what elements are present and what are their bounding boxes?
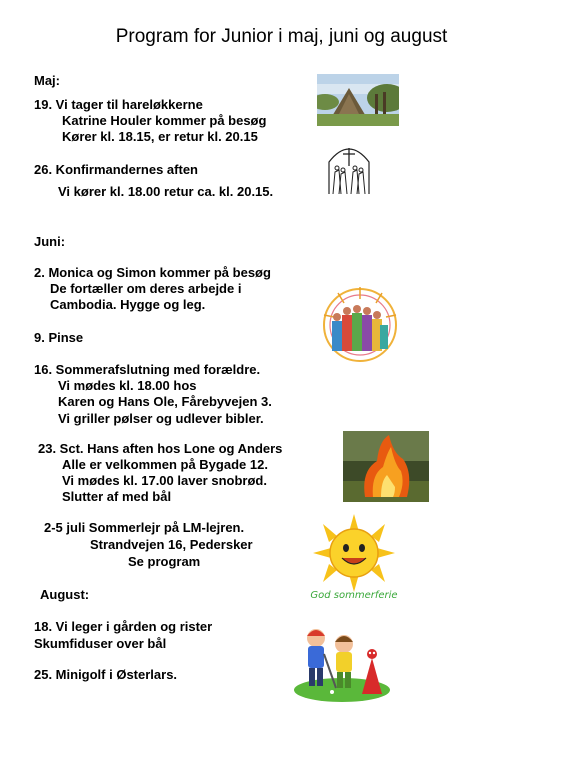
june-23-line2: Alle er velkommen på Bygade 12.	[62, 457, 268, 472]
aug-25: 25. Minigolf i Østerlars.	[34, 667, 178, 682]
heading-august: August:	[40, 587, 90, 602]
june-2-line3: Cambodia. Hygge og leg.	[50, 297, 206, 312]
may-26-line2: Vi kører kl. 18.00 retur ca. kl. 20.15.	[58, 184, 274, 199]
aug-18-line2: Skumfiduser over bål	[34, 636, 167, 651]
june-2-line1: 2. Monica og Simon kommer på besøg	[34, 265, 271, 280]
may-19-line2: Katrine Houler kommer på besøg	[62, 113, 267, 128]
smiling-sun-clipart	[305, 512, 403, 602]
camp-line3: Se program	[128, 554, 201, 569]
may-19-line1: 19. Vi tager til hareløkkerne	[34, 97, 203, 112]
june-23-line4: Slutter af med bål	[62, 489, 172, 504]
hare-hill-photo	[317, 74, 399, 126]
pentecost-crowd-drawing	[320, 285, 400, 365]
minigolf-kids-clipart	[292, 624, 392, 704]
june-9: 9. Pinse	[34, 330, 84, 345]
june-16-line2: Vi mødes kl. 18.00 hos	[58, 378, 197, 393]
camp-line2: Strandvejen 16, Pedersker	[90, 537, 253, 552]
aug-18-line1: 18. Vi leger i gården og rister	[34, 619, 213, 634]
heading-may: Maj:	[34, 73, 60, 88]
june-23-line1: 23. Sct. Hans aften hos Lone og Anders	[38, 441, 283, 456]
june-16-line4: Vi griller pølser og udlever bibler.	[58, 411, 264, 426]
may-26-line1: 26. Konfirmandernes aften	[34, 162, 198, 177]
june-16-line3: Karen og Hans Ole, Fårebyvejen 3.	[58, 394, 272, 409]
sun-caption: God sommerferie	[310, 590, 398, 601]
page-title: Program for Junior i maj, juni og august	[115, 26, 448, 47]
june-16-line1: 16. Sommerafslutning med forældre.	[34, 362, 261, 377]
may-19-line3: Kører kl. 18.15, er retur kl. 20.15	[62, 129, 258, 144]
june-23-line3: Vi mødes kl. 17.00 laver snobrød.	[62, 473, 267, 488]
bonfire-photo	[343, 431, 429, 502]
confirmation-church-drawing	[325, 140, 373, 196]
camp-line1: 2-5 juli Sommerlejr på LM-lejren.	[44, 520, 245, 535]
heading-june: Juni:	[34, 234, 66, 249]
june-2-line2: De fortæller om deres arbejde i	[50, 281, 242, 296]
